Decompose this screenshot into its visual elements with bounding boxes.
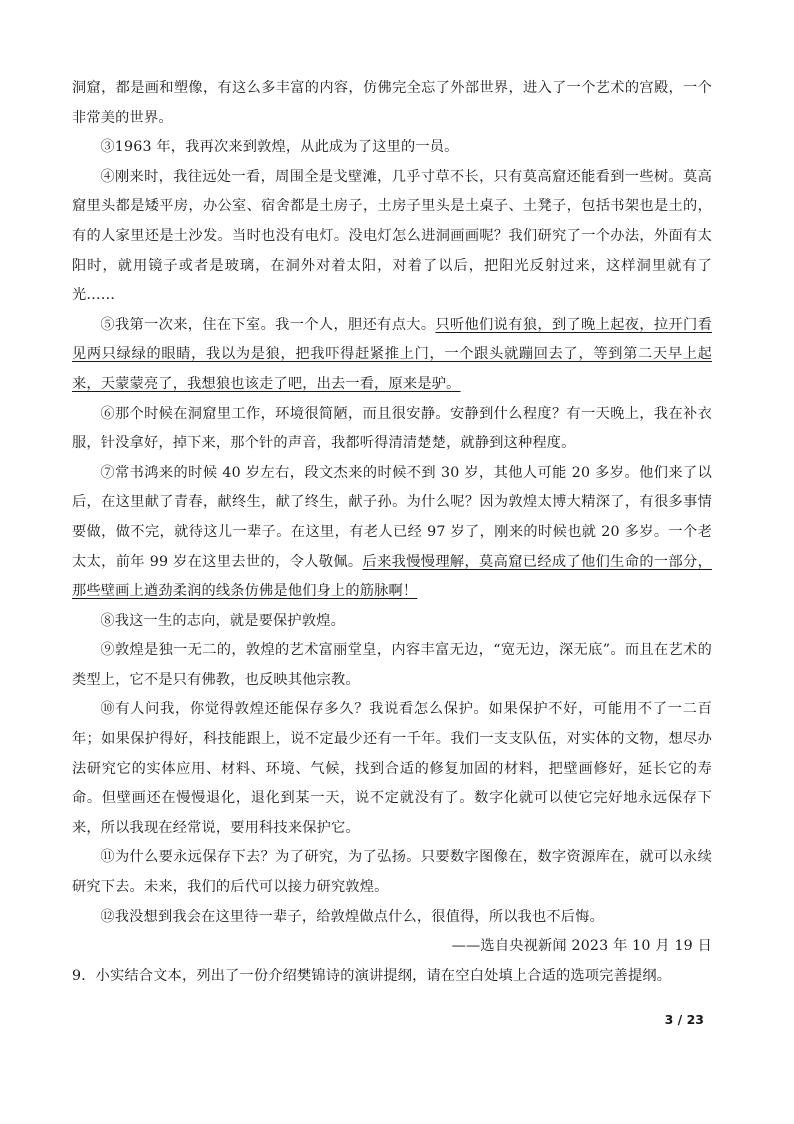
paragraph-9: ⑨敦煌是独一无二的，敦煌的艺术富丽堂皇，内容丰富无边，“宽无边，深无底”。而且在艺术的类型上，它不是只有佛教，也反映其他宗教。 xyxy=(72,642,712,688)
paragraph-4: ④刚来时，我往远处一看，周围全是戈壁滩，几乎寸草不长，只有莫高窟还能看到一些树。莫高窟里头都是矮平房，办公室、宿舍都是土房子，土房子里头是土桌子、土凳子，包括书架也是土的，有的人家里还是土沙发。当时也没有电灯。没电灯怎么进洞画画呢？我们研究了一个办法，外面有太阳时，就用镜子或者是玻璃，在洞外对着太阳，对着了以后，把阳光反射过来，这样洞里就有了光…… xyxy=(72,168,712,304)
paragraph-10: ⑩有人问我，你觉得敦煌还能保存多久？我说看怎么保护。如果保护不好，可能用不了一二百年；如果保护得好，科技能跟上，说不定最少还有一千年。我们一支支队伍，对实体的文物，想尽办法研究它的实体应用、材料、环境、气候，找到合适的修复加固的材料，把壁画修好，延长它的寿命。但壁画还在慢慢退化，退化到某一天，说不定就没有了。数字化就可以使它完好地永远保存下来，所以我现在经常说，要用科技来保护它。 xyxy=(72,701,712,836)
paragraph-12: ⑫我没想到我会在这里待一辈子，给敦煌做点什么，很值得，所以我也不后悔。 xyxy=(100,908,604,925)
question-9: 9．小实结合文本，列出了一份介绍樊锦诗的演讲提纲，请在空白处填上合适的选项完善提纲。 xyxy=(72,967,672,984)
paragraph-5-underlined: 只听他们说有狼，到了晚上起夜，拉开门看见两只绿绿的眼睛，我以为是狼，把我吓得赶紧推上门，一个跟头就蹦回去了，等到第二天早上起来，天蒙蒙亮了，我想狼也该走了吧，出去一看，原来是驴。 xyxy=(72,316,712,392)
paragraph-5-plain: ⑤我第一次来，住在下室。我一个人，胆还有点大。 xyxy=(100,316,436,333)
page-number: 3 / 23 xyxy=(664,1012,704,1027)
article-body xyxy=(72,74,712,991)
paragraph-7-plain: ⑦常书鸿来的时候 40 岁左右，段文杰来的时候不到 30 岁，其他人可能 20 多岁。他们来了以后，在这里献了青春，献终生，献了终生，献子孙。为什么呢？因为敦煌太博大精深了，有很多事情要做，做不完，就待这儿一辈子。在这里，有老人已经 97 岁了，刚来的时候也就 20 多岁。一个老太太，前年 99 岁在这里去世的，令人敬佩。 xyxy=(72,464,712,570)
paragraph-11: ⑪为什么要永远保存下去？为了研究，为了弘扬。只要数字图像在，数字资源库在，就可以永续研究下去。未来，我们的后代可以接力研究敦煌。 xyxy=(72,849,712,896)
paragraph-3: ③1963 年，我再次来到敦煌，从此成为了这里的一员。 xyxy=(100,139,459,156)
paragraph-5 xyxy=(72,311,712,400)
paragraph-7 xyxy=(72,459,712,607)
paragraph-6: ⑥那个时候在洞窟里工作，环境很简陋，而且很安静。安静到什么程度？有一天晚上，我在补衣服，针没拿好，掉下来，那个针的声音，我都听得清清楚楚，就静到这种程度。 xyxy=(72,405,712,452)
paragraph-7-underlined: 后来我慢慢理解，莫高窟已经成了他们生命的一部分，那些壁画上遒劲柔润的线条仿佛是他们身上的筋脉啊！ xyxy=(72,553,712,600)
paragraph-continued: 洞窟，都是画和塑像，有这么多丰富的内容，仿佛完全忘了外部世界，进入了一个艺术的宫殿，一个非常美的世界。 xyxy=(72,80,712,126)
paragraph-8: ⑧我这一生的志向，就是要保护敦煌。 xyxy=(100,612,345,629)
source-attribution: ——选自央视新闻 2023 年 10 月 19 日 xyxy=(451,938,712,955)
